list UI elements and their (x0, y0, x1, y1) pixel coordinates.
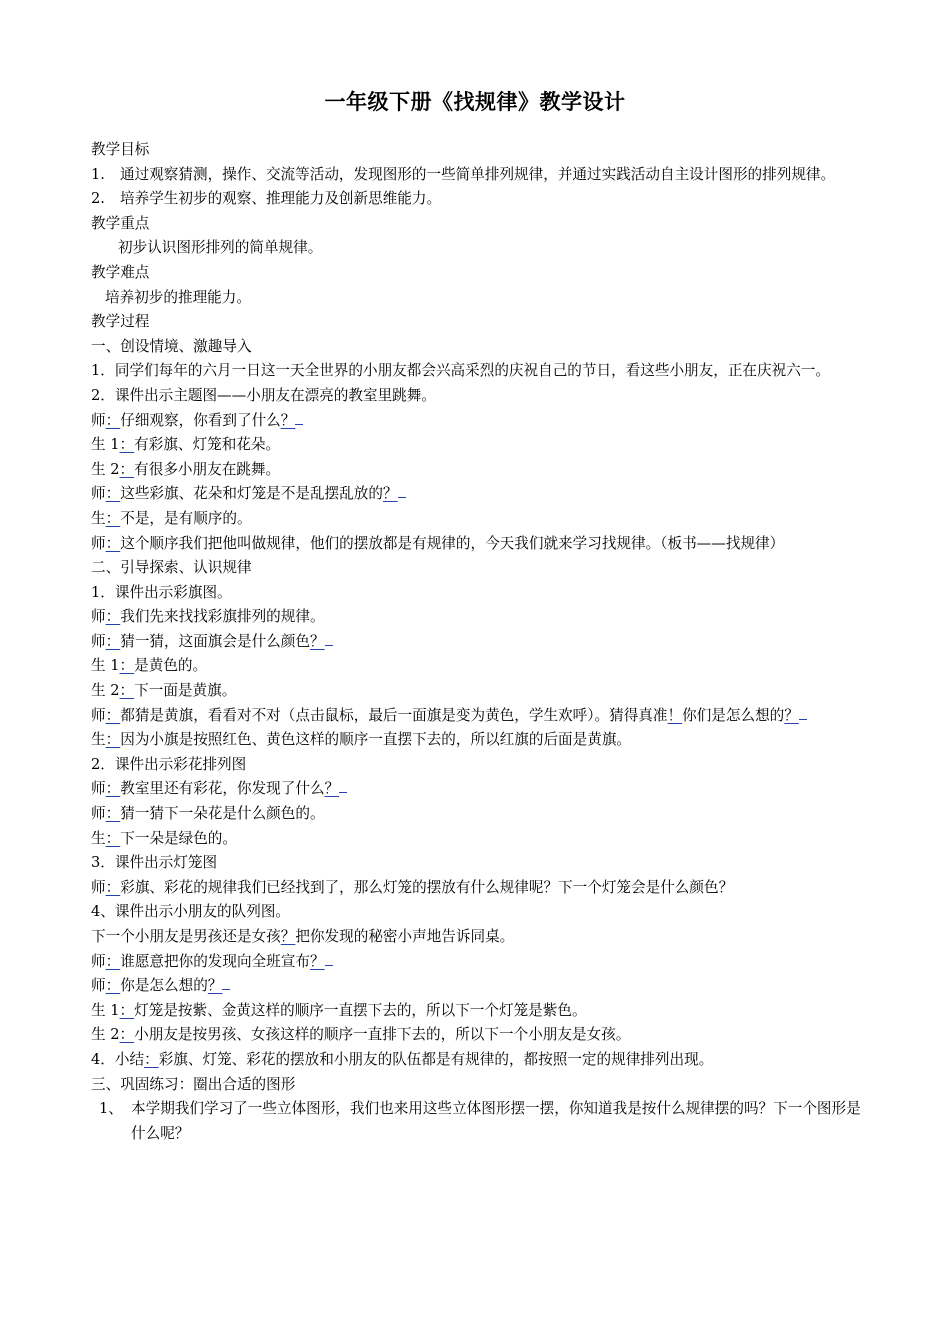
paragraph (91, 925, 863, 950)
dialogue-text: 这些彩旗、花朵和灯笼是不是乱摆乱放的 (120, 485, 383, 503)
dialogue-text: 你是怎么想的 (120, 977, 208, 995)
speaker: 生 (91, 509, 106, 527)
dialogue-line (91, 409, 863, 434)
section-heading-goals: 教学目标 (91, 141, 150, 158)
key-point-text: 初步认识图形排列的简单规律。 (118, 239, 323, 257)
speaker: 师 (91, 952, 106, 970)
question-mark: ？ (309, 632, 325, 650)
underline-mark (339, 778, 347, 793)
speaker: 师 (91, 608, 106, 626)
colon-mark: ： (105, 952, 121, 970)
colon-mark: ： (105, 878, 121, 896)
question-mark: ？ (207, 977, 223, 995)
dialogue-text: 教室里还有彩花，你发现了什么 (120, 780, 325, 798)
goal-item-text: 通过观察猜测，操作、交流等活动，发现图形的一些简单排列规律，并通过实践活动自主设计图形的排列规律。 (120, 165, 836, 183)
dialogue-text: 小朋友是按男孩、女孩这样的顺序一直排下去的，所以下一个小朋友是女孩。 (134, 1026, 631, 1044)
speaker: 师 (91, 632, 106, 650)
document-title: 一年级下册《找规律》教学设计 (324, 89, 626, 114)
underline-mark (799, 705, 807, 720)
underline-mark (295, 410, 303, 425)
dialogue-text: 下一朵是绿色的。 (120, 829, 237, 847)
speaker: 师 (91, 706, 106, 724)
difficulty-text: 培养初步的推理能力。 (105, 288, 251, 306)
dialogue-line (91, 605, 863, 630)
dialogue-text: 灯笼是按紫、金黄这样的顺序一直摆下去的，所以下一个灯笼是紫色。 (134, 1001, 587, 1019)
speaker: 生 1 (91, 1001, 120, 1019)
dialogue-line (91, 999, 863, 1024)
goal-item-number: 1. (91, 165, 105, 183)
dialogue-line (91, 482, 863, 507)
speaker: 师 (91, 534, 106, 552)
dialogue-text: 都猜是黄旗，看看对不对（点击鼠标，最后一面旗是变为黄色，学生欢呼）。猜得真准 (120, 706, 668, 724)
colon-mark: ： (144, 1050, 159, 1068)
dialogue-line (91, 974, 863, 999)
underline-mark (325, 631, 333, 646)
process-section-heading: 一、创设情境、激趣导入 (91, 337, 252, 355)
paragraph: 1．课件出示彩旗图。 (91, 583, 232, 601)
dialogue-line (91, 630, 863, 655)
colon-mark: ： (105, 731, 121, 749)
exercise-item-text: 本学期我们学习了一些立体图形，我们也来用这些立体图形摆一摆，你知道我是按什么规律摆的吗？下一个图形是什么呢？ (131, 1100, 861, 1142)
document-body (91, 138, 863, 1146)
speaker: 师 (91, 780, 106, 798)
dialogue-text: 有很多小朋友在跳舞。 (134, 460, 281, 478)
speaker: 生 1 (91, 657, 120, 675)
speaker: 生 2 (91, 682, 120, 700)
speaker: 师 (91, 411, 106, 429)
summary-line (91, 1048, 863, 1073)
underline-mark (325, 951, 333, 966)
dialogue-line (91, 777, 863, 802)
colon-mark: ： (105, 829, 121, 847)
question-mark: ？ (784, 706, 799, 724)
colon-mark: ： (105, 706, 121, 724)
speaker: 生 2 (91, 1026, 120, 1044)
paragraph: 2．课件出示彩花排列图 (91, 755, 247, 773)
paragraph: 1．同学们每年的六月一日这一天全世界的小朋友都会兴高采烈的庆祝自己的节日，看这些小朋友，正在庆祝六一。 (91, 362, 830, 380)
colon-mark: ： (119, 436, 135, 454)
colon-mark: ： (105, 780, 121, 798)
dialogue-text: 不是，是有顺序的。 (120, 509, 252, 527)
colon-mark: ： (119, 1026, 135, 1044)
colon-mark: ： (119, 657, 135, 675)
section-heading-process: 教学过程 (91, 313, 150, 331)
dialogue-text: 是黄色的。 (134, 657, 208, 675)
colon-mark: ： (119, 460, 135, 478)
dialogue-line (91, 827, 863, 852)
dialogue-line (91, 950, 863, 975)
question-mark: ？ (280, 928, 296, 945)
dialogue-text: 下一面是黄旗。 (134, 682, 237, 700)
goal-item-number: 2. (91, 190, 105, 208)
goal-item-2 (91, 187, 863, 212)
exercise-item-number: 1、 (99, 1100, 123, 1118)
paragraph: 4、课件出示小朋友的队列图。 (91, 903, 291, 921)
dialogue-text: 有彩旗、灯笼和花朵。 (134, 436, 281, 454)
dialogue-line (91, 1023, 863, 1048)
paragraph: 3．课件出示灯笼图 (91, 854, 218, 872)
speaker: 生 (91, 829, 106, 847)
colon-mark: ： (119, 682, 135, 700)
process-section-heading: 三、巩固练习：圈出合适的图形 (91, 1075, 296, 1093)
exercise-item-1 (91, 1097, 863, 1146)
colon-mark: ： (105, 632, 121, 650)
colon-mark: ： (105, 805, 121, 823)
dialogue-text: 彩旗、彩花的规律我们已经找到了，那么灯笼的摆放有什么规律呢？下一个灯笼会是什么颜色？ (120, 878, 734, 896)
colon-mark: ： (105, 977, 121, 995)
colon-mark: ： (105, 509, 121, 527)
process-section-heading: 二、引导探索、认识规律 (91, 559, 252, 577)
dialogue-line (91, 704, 863, 729)
dialogue-line (91, 433, 863, 458)
dialogue-text: 我们先来找找彩旗排列的规律。 (120, 608, 325, 626)
dialogue-line (91, 802, 863, 827)
goal-item-1 (91, 163, 863, 188)
colon-mark: ： (105, 485, 121, 503)
question-mark: ？ (324, 780, 340, 798)
question-mark: ？ (309, 952, 325, 970)
dialogue-text: 谁愿意把你的发现向全班宣布 (120, 952, 310, 970)
dialogue-text: 猜一猜下一朵花是什么颜色的。 (120, 805, 325, 823)
dialogue-text: 这个顺序我们把他叫做规律，他们的摆放都是有规律的，今天我们就来学习找规律。（板书——找规律） (120, 534, 785, 552)
goal-item-text: 培养学生初步的观察、推理能力及创新思维能力。 (120, 190, 442, 208)
dialogue-line (91, 507, 863, 532)
speaker: 师 (91, 878, 106, 896)
speaker: 师 (91, 977, 106, 995)
speaker: 师 (91, 805, 106, 823)
dialogue-text: 仔细观察，你看到了什么 (120, 411, 281, 429)
underline-mark (222, 975, 230, 990)
speaker: 生 2 (91, 460, 120, 478)
dialogue-text: 你们是怎么想的 (682, 706, 785, 724)
exclamation-mark: ！ (667, 706, 683, 724)
dialogue-line (91, 876, 863, 901)
section-heading-difficulty: 教学难点 (91, 263, 150, 281)
summary-text: 彩旗、灯笼、彩花的摆放和小朋友的队伍都是有规律的，都按照一定的规律排列出现。 (158, 1050, 714, 1068)
question-mark: ？ (382, 485, 398, 503)
colon-mark: ： (105, 534, 121, 552)
speaker: 师 (91, 485, 106, 503)
paragraph-text: 把你发现的秘密小声地告诉同桌。 (295, 928, 515, 945)
dialogue-line (91, 458, 863, 483)
dialogue-line (91, 654, 863, 679)
dialogue-line (91, 679, 863, 704)
colon-mark: ： (105, 411, 121, 429)
dialogue-text: 猜一猜，这面旗会是什么颜色 (120, 632, 310, 650)
colon-mark: ： (105, 608, 121, 626)
question-mark: ？ (280, 411, 296, 429)
summary-label: 4．小结 (91, 1050, 145, 1068)
dialogue-line (91, 728, 863, 753)
speaker: 生 (91, 731, 106, 749)
dialogue-line (91, 532, 863, 557)
paragraph-text: 下一个小朋友是男孩还是女孩 (91, 928, 281, 945)
dialogue-text: 因为小旗是按照红色、黄色这样的顺序一直摆下去的，所以红旗的后面是黄旗。 (120, 731, 632, 749)
section-heading-key-point: 教学重点 (91, 214, 150, 232)
colon-mark: ： (119, 1001, 135, 1019)
paragraph: 2．课件出示主题图——小朋友在漂亮的教室里跳舞。 (91, 386, 436, 404)
speaker: 生 1 (91, 436, 120, 454)
underline-mark (398, 483, 406, 498)
